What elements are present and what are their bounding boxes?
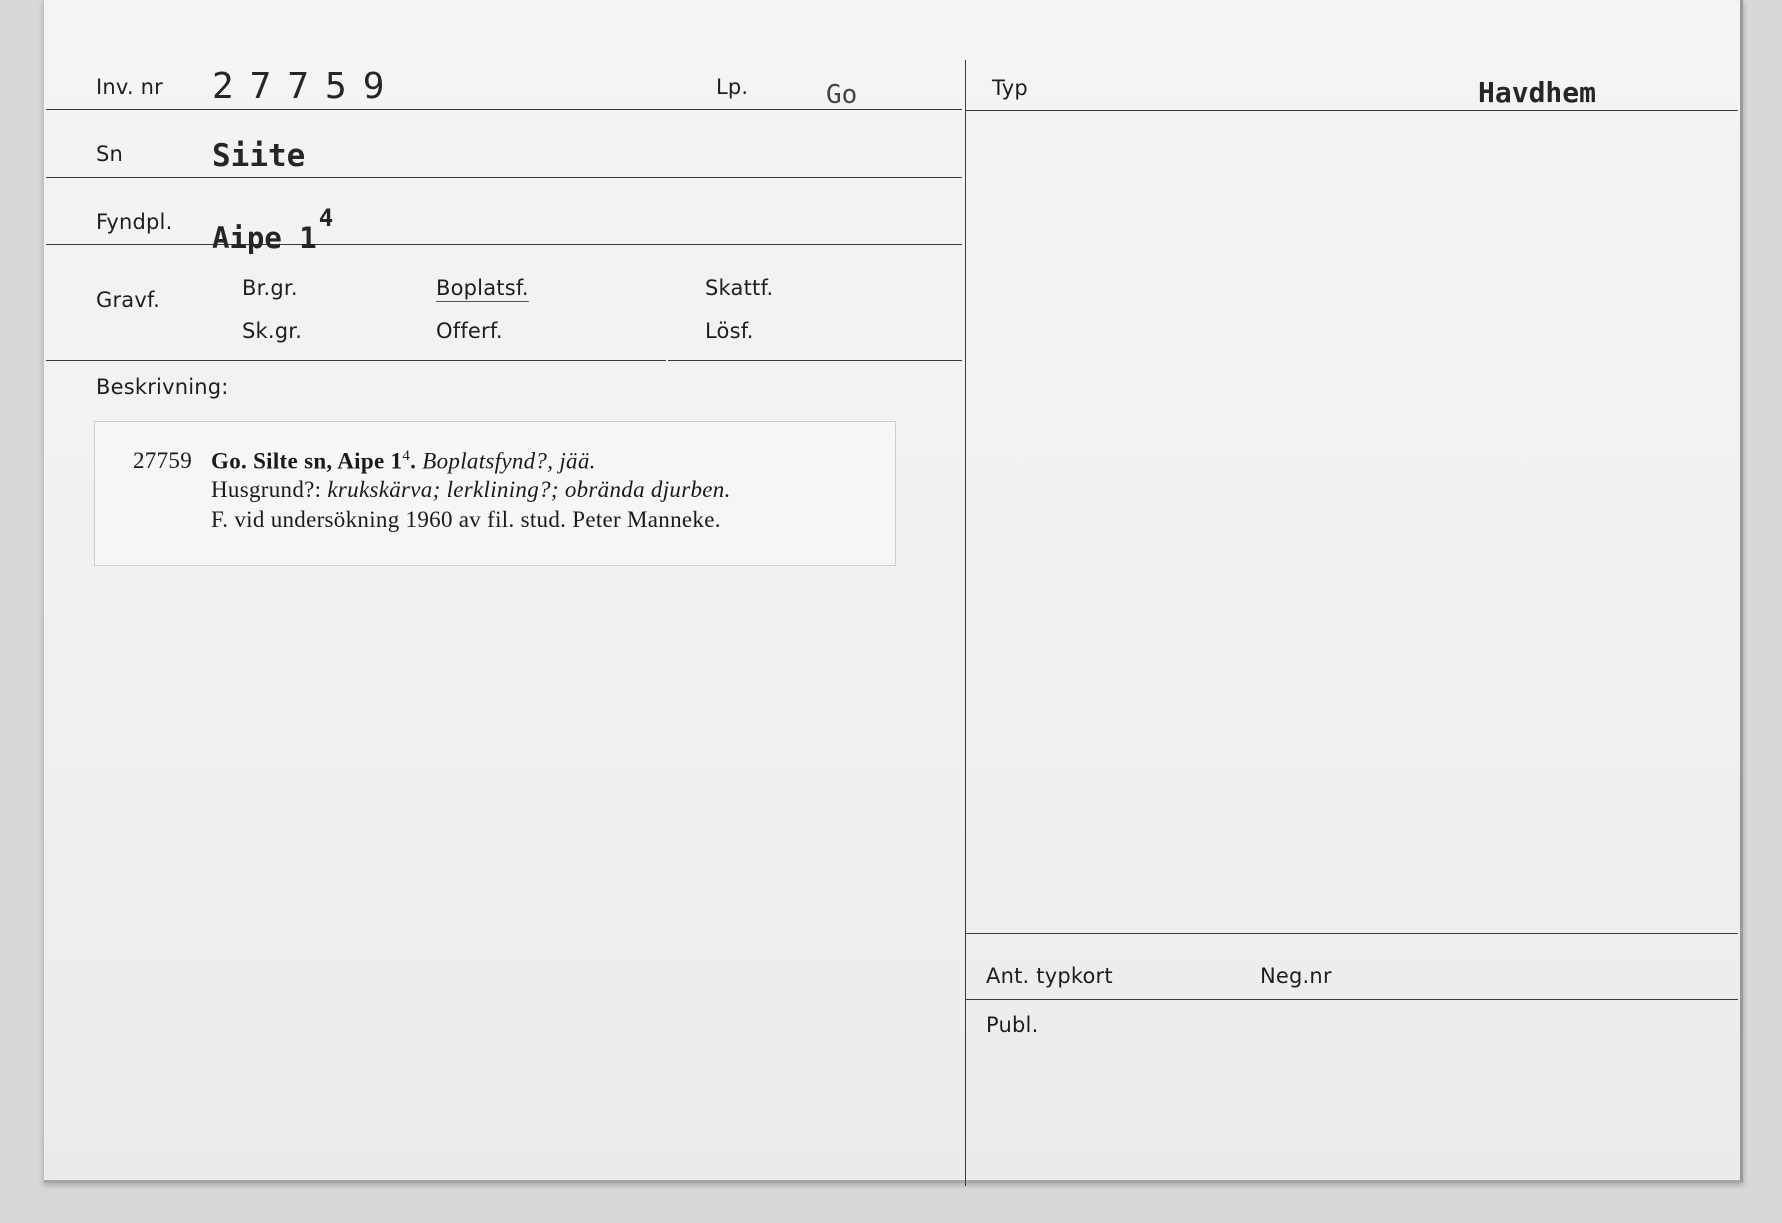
- column-divider: [965, 60, 966, 1186]
- ant-typkort-label: Ant. typkort: [986, 964, 1113, 988]
- gravf-label: Gravf.: [96, 288, 160, 312]
- slip-line-2-plain: Husgrund?:: [211, 477, 322, 502]
- slip-line-1-italic: Boplatsfynd?, jää.: [422, 448, 596, 474]
- losf-label: Lösf.: [705, 319, 754, 343]
- sn-label: Sn: [96, 142, 124, 166]
- slip-line-2: [211, 477, 731, 503]
- rule-ant-typkort-bottom: [966, 999, 1738, 1000]
- slip-line-1-sup: 4: [402, 448, 411, 464]
- lp-value: Go: [826, 80, 858, 110]
- fyndpl-value: [212, 204, 333, 255]
- rule-typ: [966, 110, 1738, 111]
- lp-label: Lp.: [716, 75, 749, 99]
- slip-line-2-italic: krukskärva; lerklining?; obrända djurben.: [327, 477, 731, 502]
- rule-inv: [46, 109, 962, 110]
- skgr-label: Sk.gr.: [242, 319, 303, 343]
- slip-line-1-bold: Go. Silte sn, Aipe 1: [211, 448, 403, 474]
- rule-gravf-left: [46, 360, 666, 361]
- typ-label: Typ: [992, 76, 1028, 100]
- fyndpl-sup: 4: [318, 204, 334, 232]
- inv-nr-value: 27759: [212, 66, 401, 107]
- slip-line-3: F. vid undersökning 1960 av fil. stud. Peter Manneke.: [211, 507, 721, 532]
- rule-ant-typkort-top: [966, 933, 1738, 934]
- negnr-label: Neg.nr: [1260, 964, 1332, 988]
- description-slip: [94, 421, 896, 566]
- inv-nr-label: Inv. nr: [96, 75, 163, 99]
- boplatsf-label: Boplatsf.: [436, 276, 529, 300]
- publ-label: Publ.: [986, 1013, 1039, 1037]
- brgr-label: Br.gr.: [242, 276, 298, 300]
- beskrivning-label: Beskrivning:: [96, 375, 229, 399]
- typ-value: Havdhem: [1478, 76, 1597, 109]
- slip-line-1-dot: .: [410, 448, 417, 474]
- slip-number: 27759: [133, 448, 192, 473]
- rule-gravf-right: [668, 360, 962, 361]
- fyndpl-text: Aipe 1: [212, 221, 317, 255]
- slip-line-1: [211, 448, 596, 475]
- rule-fyndpl: [46, 244, 962, 245]
- fyndpl-label: Fyndpl.: [96, 210, 173, 234]
- catalog-card: [44, 0, 1743, 1183]
- offerf-label: Offerf.: [436, 319, 503, 343]
- skattf-label: Skattf.: [705, 276, 774, 300]
- rule-sn: [46, 177, 962, 178]
- sn-value: Siite: [212, 138, 306, 174]
